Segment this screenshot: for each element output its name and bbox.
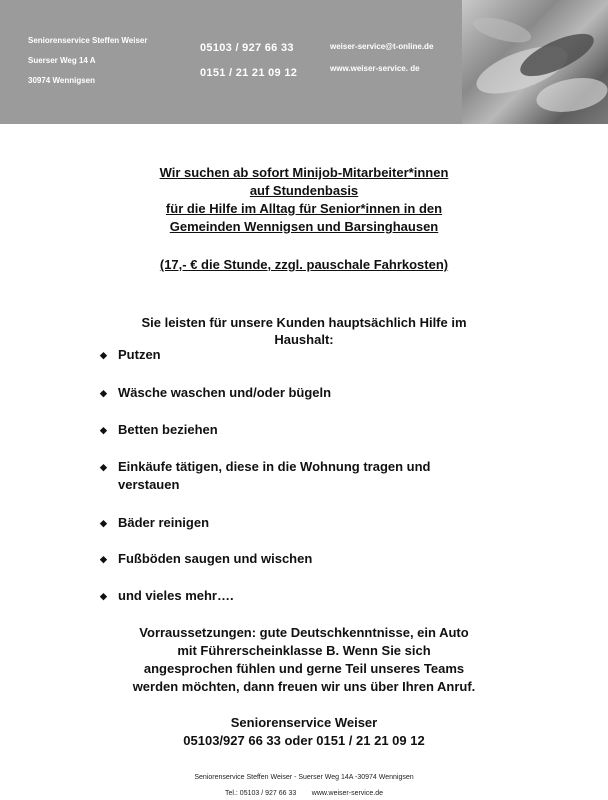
header-photo [462, 0, 608, 124]
company-name: Seniorenservice Steffen Weiser [28, 36, 148, 45]
contact-phones: 05103/927 66 33 oder 0151 / 21 21 09 12 [183, 733, 425, 748]
bullet-icon: ◆ [100, 425, 107, 435]
contact-name: Seniorenservice Weiser [230, 715, 378, 730]
task-text: Fußböden saugen und wischen [118, 551, 313, 566]
bullet-icon: ◆ [100, 388, 107, 398]
phone-landline: 05103 / 927 66 33 [200, 42, 294, 54]
headline-line-4: Gemeinden Wennigsen und Barsinghausen [169, 219, 439, 234]
task-text: Einkäufe tätigen, diese in die Wohnung tragen und [118, 459, 431, 474]
task-text: Putzen [118, 347, 161, 362]
task-text-continued: verstauen [118, 477, 180, 492]
hands-photo-illustration [462, 0, 608, 124]
bullet-icon: ◆ [100, 462, 107, 472]
requirements-line-1: Vorraussetzungen: gute Deutschkenntnisse, ein Auto [139, 625, 469, 640]
email-address: weiser-service@t-online.de [330, 42, 434, 51]
bullet-icon: ◆ [100, 554, 107, 564]
headline-line-1: Wir suchen ab sofort Minijob-Mitarbeiter*innen [159, 165, 449, 180]
task-text: Wäsche waschen und/oder bügeln [118, 385, 332, 400]
headline-line-2: auf Stundenbasis [249, 183, 359, 198]
requirements-line-4: werden möchten, dann freuen wir uns über Ihren Anruf. [132, 679, 476, 694]
city-address: 30974 Wennigsen [28, 76, 95, 85]
intro-line-2: Haushalt: [274, 332, 334, 347]
street-address: Suerser Weg 14 A [28, 56, 96, 65]
letterhead [0, 0, 608, 124]
task-text: Bäder reinigen [118, 515, 210, 530]
footer-contact: Tel.: 05103 / 927 66 33 www.weiser-service.de [225, 790, 383, 797]
bullet-icon: ◆ [100, 591, 107, 601]
intro-line-1: Sie leisten für unsere Kunden hauptsächlich Hilfe im [141, 315, 467, 330]
task-text: Betten beziehen [118, 422, 218, 437]
pay-info: (17,- € die Stunde, zzgl. pauschale Fahrkosten) [159, 257, 449, 272]
website-address: www.weiser-service. de [330, 64, 420, 73]
phone-mobile: 0151 / 21 21 09 12 [200, 67, 298, 79]
requirements-line-3: angesprochen fühlen und gerne Teil unseres Teams [143, 661, 465, 676]
headline-line-3: für die Hilfe im Alltag für Senior*innen in den [165, 201, 443, 216]
bullet-icon: ◆ [100, 350, 107, 360]
requirements-line-2: mit Führerscheinklasse B. Wenn Sie sich [177, 643, 431, 658]
footer-address: Seniorenservice Steffen Weiser - Suerser Weg 14A -30974 Wennigsen [194, 774, 414, 781]
task-text: und vieles mehr…. [118, 588, 234, 603]
bullet-icon: ◆ [100, 518, 107, 528]
